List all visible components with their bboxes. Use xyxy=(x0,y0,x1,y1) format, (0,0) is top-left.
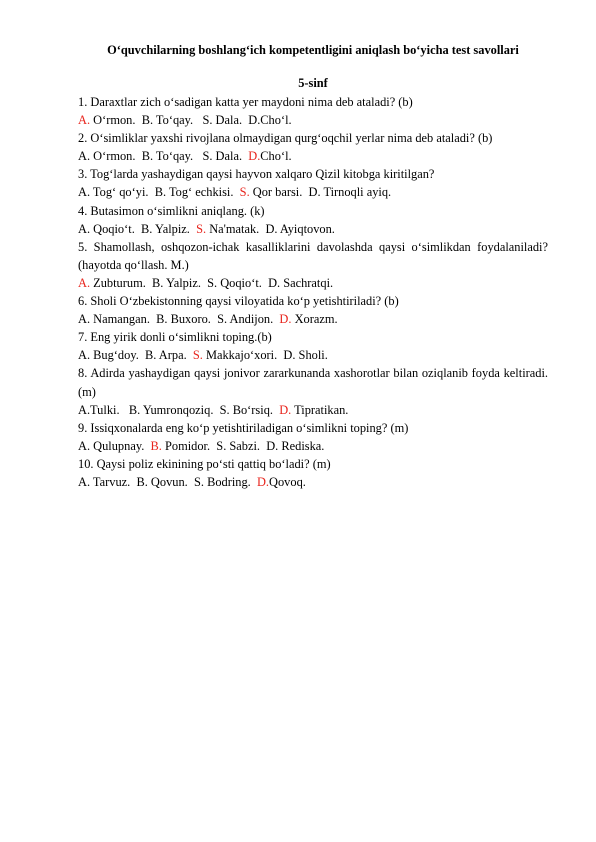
option-d-letter: D. xyxy=(268,275,281,290)
question-text: 2. O‘simliklar yaxshi rivojlana olmaydigan qurg‘oqchil yerlar nima deb ataladi? (b) xyxy=(78,131,493,146)
option-b-text: Pomidor. xyxy=(161,438,211,453)
option-a-letter: A. xyxy=(78,312,91,327)
option-a-letter: A. xyxy=(78,474,91,489)
option-b-text: Arpa. xyxy=(156,348,187,363)
question-text: 1. Daraxtlar zich o‘sadigan katta yer maydoni nima deb ataladi? (b) xyxy=(78,95,413,109)
option-a-letter: A. xyxy=(78,348,91,363)
answer-options xyxy=(78,220,548,238)
option-a-text: Qulupnay. xyxy=(90,438,145,453)
option-b-letter: B. xyxy=(141,113,154,128)
option-s-text: Bo‘rsiq. xyxy=(229,402,273,417)
option-s-letter: S. xyxy=(193,474,204,489)
option-b-text: Yumronqoziq. xyxy=(140,402,214,417)
option-s-text: Sabzi. xyxy=(226,438,261,453)
answer-options xyxy=(78,111,548,129)
question-text: 10. Qaysi poliz ekinining po‘sti qattiq bo‘ladi? (m) xyxy=(78,456,331,471)
option-d-letter: D. xyxy=(279,402,292,417)
option-d-text: Tirnoqli ayiq. xyxy=(320,185,392,200)
option-b-letter: B. xyxy=(141,149,154,164)
option-d-letter: D. xyxy=(266,438,279,453)
option-b-letter: B. xyxy=(152,275,164,290)
option-s-text: Qor barsi. xyxy=(249,185,303,200)
answer-options xyxy=(78,346,548,364)
option-s-letter: S. xyxy=(239,185,250,200)
option-b-text: Qovun. xyxy=(147,474,188,489)
answer-options xyxy=(78,401,548,419)
option-b-letter: B. xyxy=(145,348,157,363)
option-d-text: Qovoq. xyxy=(269,474,306,489)
option-a-letter: A. xyxy=(78,221,91,236)
question-text: 3. Tog‘larda yashaydigan qaysi hayvon xalqaro Qizil kitobga kiritilgan? xyxy=(78,167,435,182)
answer-options xyxy=(78,147,548,165)
option-d-letter: D. xyxy=(283,348,296,363)
option-d-text: Xorazm. xyxy=(291,312,338,327)
option-s-text: Qoqio‘t. xyxy=(217,275,262,290)
option-a-text: Zubturum. xyxy=(90,275,146,290)
answer-options xyxy=(78,310,548,328)
option-a-letter: A. xyxy=(78,149,91,164)
option-a-text: O‘rmon. xyxy=(90,113,136,128)
option-s-letter: S. xyxy=(207,275,218,290)
option-d-text: Rediska. xyxy=(278,438,325,453)
page-title: O‘quvchilarning boshlang‘ich kompetentligini aniqlash bo‘yicha test savollari xyxy=(107,43,519,57)
option-s-text: Dala. xyxy=(212,113,243,128)
option-b-letter: B. xyxy=(141,221,153,236)
option-d-letter: D. xyxy=(279,312,292,327)
option-a-text: Qoqio‘t. xyxy=(90,221,135,236)
question-text: 8. Adirda yashaydigan qaysi jonivor zararkunanda xashorotlar bilan oziqlanib foyda keltiradi.(m) xyxy=(78,366,548,399)
answer-options xyxy=(78,437,548,455)
option-s-text: Na'matak. xyxy=(206,221,260,236)
option-a-letter: A. xyxy=(78,402,91,417)
answer-options xyxy=(78,274,548,292)
page-content xyxy=(78,42,548,491)
option-b-text: Yalpiz. xyxy=(152,221,190,236)
option-s-letter: S. xyxy=(219,402,230,417)
option-b-text: To‘qay. xyxy=(153,113,194,128)
option-a-text: Bug‘doy. xyxy=(90,348,139,363)
option-b-text: Buxoro. xyxy=(167,312,211,327)
option-d-text: Cho‘l. xyxy=(260,149,292,164)
option-d-letter: D. xyxy=(256,474,270,489)
option-s-letter: S. xyxy=(202,149,213,164)
option-s-letter: S. xyxy=(196,221,207,236)
option-a-text: Tulki. xyxy=(90,402,120,417)
option-a-text: Tog‘ qo‘yi. xyxy=(90,185,149,200)
option-s-text: Andijon. xyxy=(227,312,274,327)
option-b-letter: B. xyxy=(150,438,162,453)
option-s-letter: S. xyxy=(192,348,203,363)
option-b-text: To‘qay. xyxy=(153,149,194,164)
option-d-text: Cho‘l. xyxy=(260,113,292,128)
option-b-letter: B. xyxy=(154,185,167,200)
option-a-text: O‘rmon. xyxy=(90,149,136,164)
grade-heading: 5-sinf xyxy=(298,76,328,90)
question-text: 6. Sholi O‘zbekistonning qaysi viloyatida ko‘p yetishtiriladi? (b) xyxy=(78,294,399,309)
option-s-text: Bodring. xyxy=(203,474,251,489)
option-a-letter: A. xyxy=(78,275,91,290)
option-b-text: Yalpiz. xyxy=(163,275,201,290)
option-b-letter: B. xyxy=(156,312,168,327)
answer-options xyxy=(78,473,548,491)
question-text: 9. Issiqxonalarda eng ko‘p yetishtiriladigan o‘simlikni toping? (m) xyxy=(78,420,409,435)
option-d-text: Sholi. xyxy=(295,348,328,363)
answer-options xyxy=(78,183,548,201)
option-a-letter: A. xyxy=(78,438,91,453)
option-b-letter: B. xyxy=(128,402,141,417)
option-s-text: Dala. xyxy=(212,149,243,164)
question-text: 7. Eng yirik donli o‘simlikni toping.(b) xyxy=(78,330,272,345)
option-b-letter: B. xyxy=(136,474,148,489)
option-s-letter: S. xyxy=(202,113,213,128)
option-b-text: Tog‘ echkisi. xyxy=(166,185,234,200)
question-text: 5. Shamollash, oshqozon-ichak kasalliklarini davolashda qaysi o‘simlikdan foydalaniladi? (hayotda qo‘llash. M.) xyxy=(78,239,548,272)
option-s-letter: S. xyxy=(216,438,227,453)
option-a-letter: A. xyxy=(78,113,91,128)
option-s-letter: S. xyxy=(217,312,228,327)
option-d-letter: D. xyxy=(308,185,321,200)
option-d-text: Sachratqi. xyxy=(280,275,334,290)
option-d-letter: D. xyxy=(265,221,278,236)
option-a-text: Namangan. xyxy=(90,312,150,327)
option-a-letter: A. xyxy=(78,185,91,200)
option-d-text: Ayiqtovon. xyxy=(277,221,335,236)
option-s-text: Makkajo‘xori. xyxy=(202,348,278,363)
option-a-text: Tarvuz. xyxy=(90,474,131,489)
option-d-letter: D. xyxy=(248,149,261,164)
option-d-text: Tipratikan. xyxy=(291,402,349,417)
option-d-letter: D. xyxy=(248,113,261,128)
question-text: 4. Butasimon o‘simlikni aniqlang. (k) xyxy=(78,203,265,218)
